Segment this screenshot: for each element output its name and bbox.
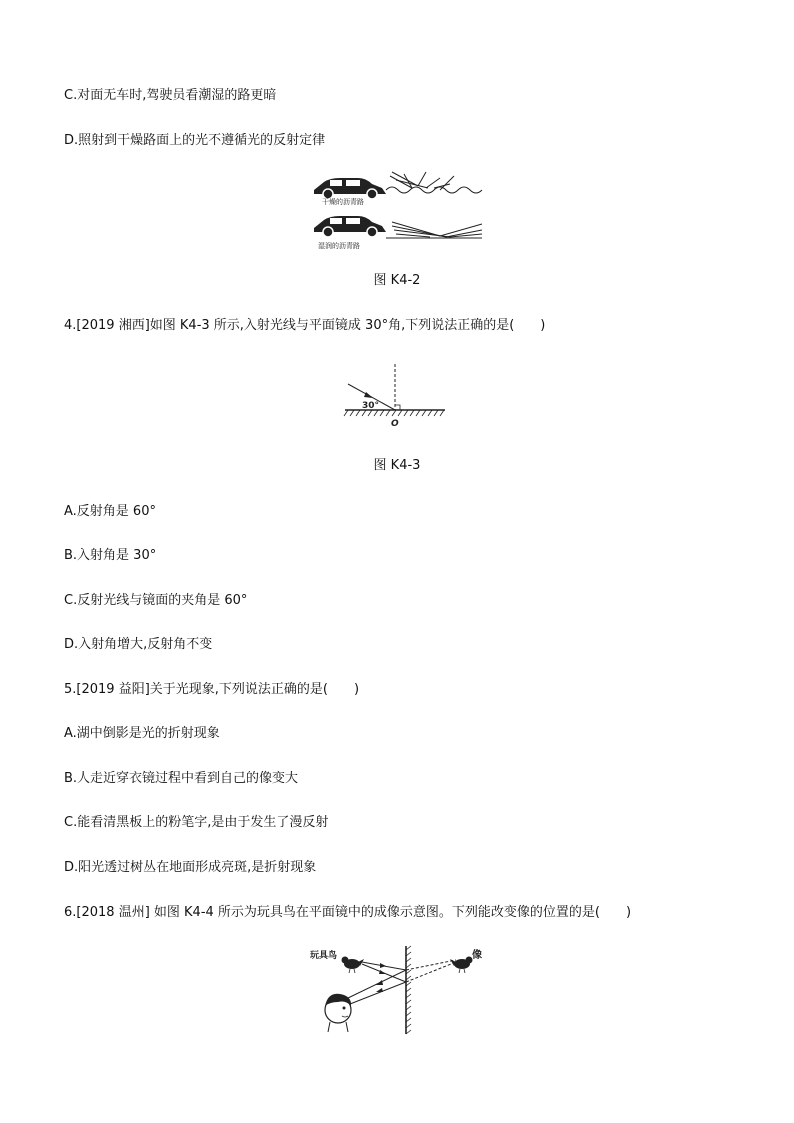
q5-option-c: C.能看清黑板上的粉笔字,是由于发生了漫反射 <box>64 815 329 830</box>
angle-label: 30° <box>362 401 380 411</box>
label-wet-road: 湿润的沥青路 <box>318 242 360 250</box>
q3-option-d: D.照射到干燥路面上的光不遵循光的反射定律 <box>64 133 326 148</box>
q6-stem: 6.[2018 温州] 如图 K4-4 所示为玩具鸟在平面镜中的成像示意图。下列能改变像的位置的是( ) <box>64 905 632 920</box>
observer-head-icon <box>325 994 351 1032</box>
q5-option-a: A.湖中倒影是光的折射现象 <box>64 726 220 741</box>
q3-option-c: C.对面无车时,驾驶员看潮湿的路更暗 <box>64 88 277 103</box>
q4-option-d: D.入射角增大,反射角不变 <box>64 637 213 652</box>
caption-k4-2: 图 K4-2 <box>373 273 421 288</box>
q4-stem: 4.[2019 湘西]如图 K4-3 所示,入射光线与平面镜成 30°角,下列说法正确的是( ) <box>64 318 546 333</box>
label-image: 像 <box>472 950 482 961</box>
car-wet-icon <box>314 216 386 237</box>
q5-option-b: B.人走近穿衣镜过程中看到自己的像变大 <box>64 771 299 786</box>
figure-k4-3 <box>340 362 450 432</box>
figure-k4-4 <box>306 942 496 1038</box>
q4-option-a: A.反射角是 60° <box>64 504 156 519</box>
toy-bird-icon <box>342 957 365 974</box>
q5-option-d: D.阳光透过树丛在地面形成亮斑,是折射现象 <box>64 860 317 875</box>
label-dry-road: 干燥的沥青路 <box>322 198 364 206</box>
caption-k4-3: 图 K4-3 <box>373 458 421 473</box>
figure-k4-2 <box>300 166 500 256</box>
car-dry-icon <box>314 178 386 199</box>
q5-stem: 5.[2019 益阳]关于光现象,下列说法正确的是( ) <box>64 682 360 697</box>
q4-option-b: B.入射角是 30° <box>64 548 157 563</box>
point-o-label: O <box>391 419 399 429</box>
image-bird-icon <box>450 957 473 974</box>
label-toy-bird: 玩具鸟 <box>310 951 338 961</box>
q4-option-c: C.反射光线与镜面的夹角是 60° <box>64 593 248 608</box>
